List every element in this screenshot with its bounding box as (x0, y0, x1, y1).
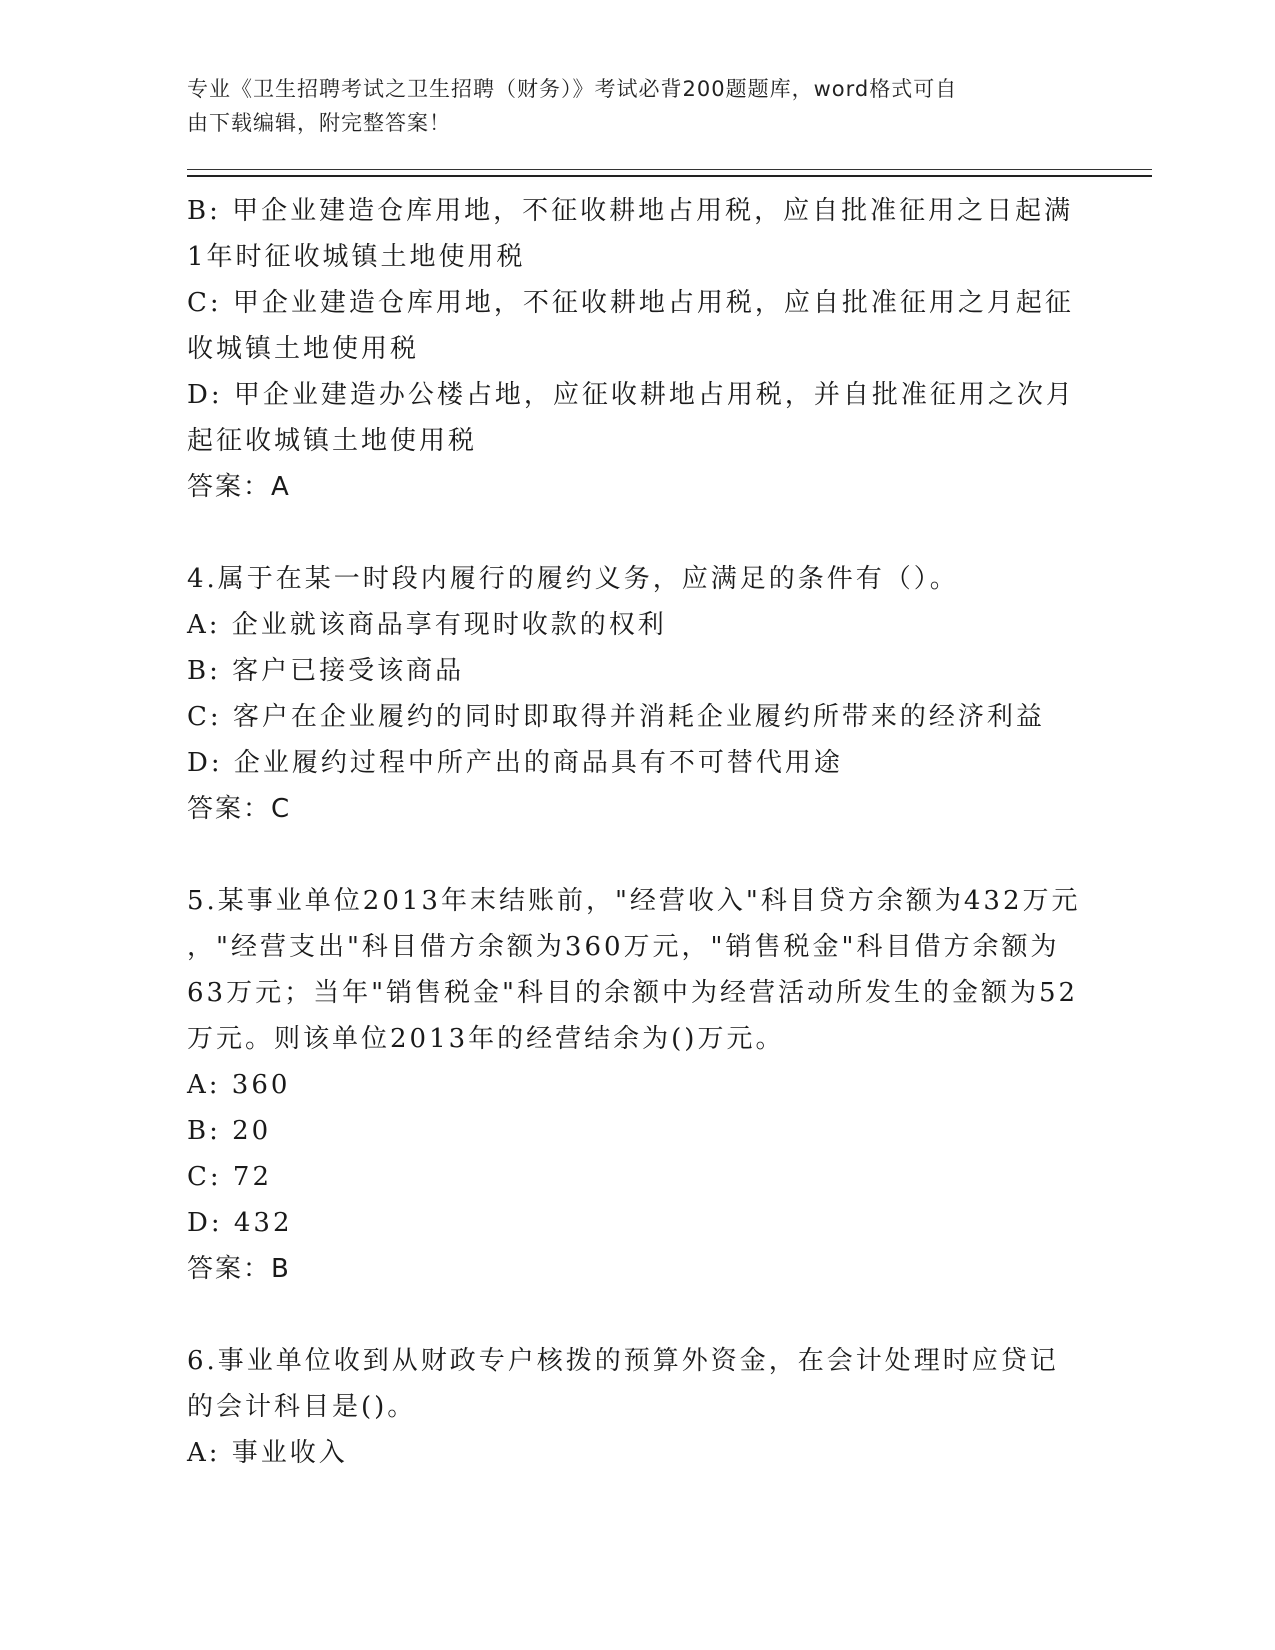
spacer (187, 832, 1077, 878)
option-b: B: 客户已接受该商品 (187, 656, 465, 686)
option-d: D: 企业履约过程中所产出的商品具有不可替代用途 (187, 748, 843, 778)
option-c: C: 72 (187, 1162, 273, 1192)
option-c-line-2: 收城镇土地使用税 (187, 334, 420, 364)
question-stem-line-3: 63万元；当年"销售税金"科目的余额中为经营活动所发生的金额为52 (187, 978, 1079, 1008)
option-a: A: 事业收入 (187, 1438, 348, 1468)
question-stem-line-4: 万元。则该单位2013年的经营结余为()万元。 (187, 1024, 785, 1054)
answer: 答案：C (187, 794, 292, 824)
option-b-line-2: 1年时征收城镇土地使用税 (187, 242, 526, 272)
spacer (187, 510, 1077, 556)
document-header (187, 72, 1067, 140)
question-stem-line-2: 的会计科目是()。 (187, 1392, 417, 1422)
option-a: A: 企业就该商品享有现时收款的权利 (187, 610, 667, 640)
question-stem: 4.属于在某一时段内履行的履约义务，应满足的条件有（）。 (187, 564, 959, 594)
option-d: D: 432 (187, 1208, 293, 1238)
option-b-line-1: B: 甲企业建造仓库用地，不征收耕地占用税，应自批准征用之日起满 (187, 196, 1074, 226)
question-3 (187, 188, 1077, 510)
option-b: B: 20 (187, 1116, 272, 1146)
header-title-line-1: 专业《卫生招聘考试之卫生招聘（财务）》考试必背200题题库，word格式可自 (187, 77, 958, 101)
answer: 答案：B (187, 1254, 291, 1284)
question-5 (187, 878, 1081, 1292)
document-body (187, 188, 1081, 1476)
header-rule-thin (187, 169, 1152, 170)
question-stem-line-1: 6.事业单位收到从财政专户核拨的预算外资金，在会计处理时应贷记 (187, 1346, 1059, 1376)
spacer (187, 1292, 1077, 1338)
option-d-line-1: D: 甲企业建造办公楼占地，应征收耕地占用税，并自批准征用之次月 (187, 380, 1075, 410)
question-4 (187, 556, 1077, 832)
option-c: C: 客户在企业履约的同时即取得并消耗企业履约所带来的经济利益 (187, 702, 1045, 732)
question-stem-line-1: 5.某事业单位2013年末结账前，"经营收入"科目贷方余额为432万元 (187, 886, 1081, 916)
option-d-line-2: 起征收城镇土地使用税 (187, 426, 478, 456)
option-a: A: 360 (187, 1070, 291, 1100)
header-rule-thick (187, 175, 1152, 177)
answer: 答案：A (187, 472, 291, 502)
question-6 (187, 1338, 1077, 1476)
header-title-line-2: 由下载编辑，附完整答案！ (187, 111, 451, 135)
option-c-line-1: C: 甲企业建造仓库用地，不征收耕地占用税，应自批准征用之月起征 (187, 288, 1074, 318)
question-stem-line-2: ，"经营支出"科目借方余额为360万元，"销售税金"科目借方余额为 (187, 932, 1060, 962)
